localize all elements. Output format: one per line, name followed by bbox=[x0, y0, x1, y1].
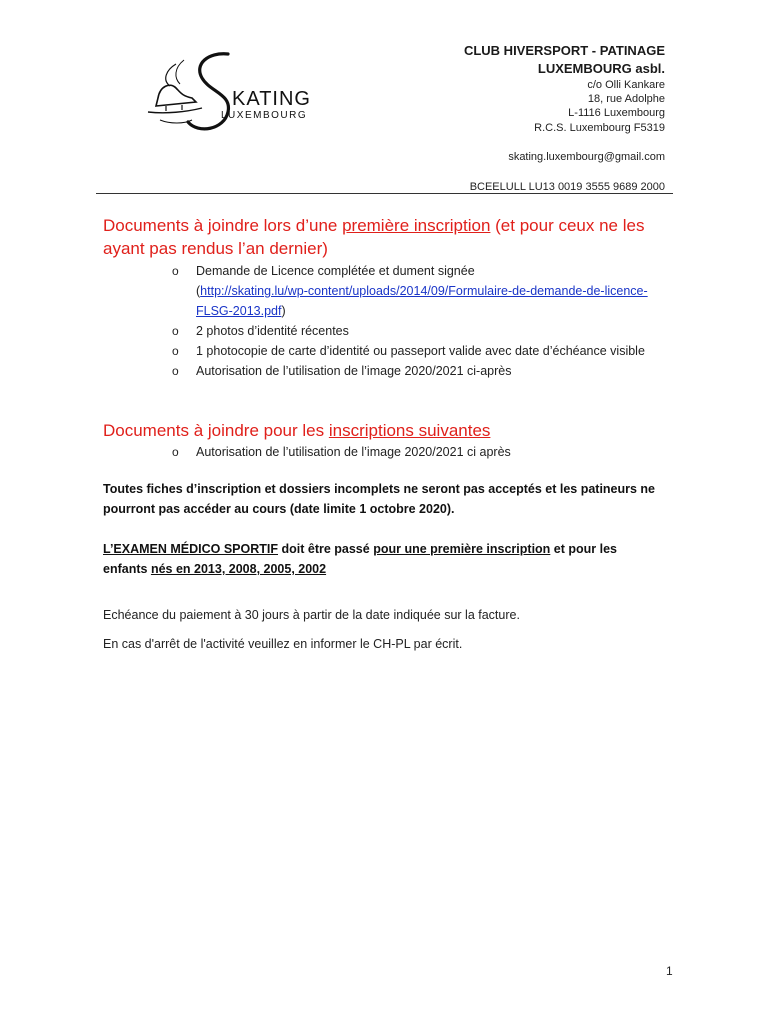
section-first-registration-heading bbox=[103, 214, 673, 260]
activity-stop-text: En cas d'arrêt de l'activité veuillez en informer le CH-PL par écrit. bbox=[103, 637, 463, 651]
header-club-location: LUXEMBOURG asbl. bbox=[537, 61, 665, 76]
list-item bbox=[172, 442, 652, 462]
page-number: 1 bbox=[666, 964, 673, 978]
heading-text: (et pour ceux ne les ayant pas rendus l’an dernier) bbox=[103, 216, 645, 258]
header-street: 18, rue Adolphe bbox=[587, 93, 665, 105]
header-divider bbox=[96, 193, 673, 194]
heading-underlined: inscriptions suivantes bbox=[328, 421, 491, 440]
heading-text: Documents à joindre lors d’une bbox=[103, 216, 343, 235]
medical-exam-notice bbox=[103, 539, 663, 579]
exam-text: et pour les enfants bbox=[103, 542, 618, 576]
paren: ( bbox=[196, 284, 201, 298]
exam-first-registration: pour une première inscription bbox=[373, 542, 551, 556]
header-club-name: CLUB HIVERSPORT - PATINAGE bbox=[463, 43, 665, 58]
license-form-link[interactable]: http://skating.lu/wp-content/uploads/2014/09/Formulaire-de-demande-de-licence-FLSG-2013.pdf bbox=[196, 284, 648, 318]
list-item-text: 2 photos d’identité récentes bbox=[196, 324, 349, 338]
list-item bbox=[172, 361, 652, 381]
list-item-text: Demande de Licence complétée et dument signée bbox=[196, 264, 475, 278]
list-item bbox=[172, 321, 652, 341]
header-email: skating.luxembourg@gmail.com bbox=[508, 151, 665, 163]
incomplete-files-notice: Toutes fiches d’inscription et dossiers incomplets ne seront pas acceptés et les patineurs ne pourront pas accéder au cours (date limite 1 octobre 2020). bbox=[103, 482, 656, 516]
following-registrations-list bbox=[172, 442, 652, 462]
list-item-text: 1 photocopie de carte d’identité ou passeport valide avec date d’échéance visible bbox=[196, 344, 645, 358]
section-following-registrations-heading bbox=[103, 419, 673, 442]
heading-underlined: première inscription bbox=[342, 216, 491, 235]
heading-text: Documents à joindre pour les bbox=[103, 421, 329, 440]
bullet: o bbox=[172, 445, 179, 459]
header-bank-account: BCEELULL LU13 0019 3555 9689 2000 bbox=[469, 181, 665, 193]
payment-deadline-text: Echéance du paiement à 30 jours à partir de la date indiquée sur la facture. bbox=[103, 608, 520, 622]
header-care-of: c/o Olli Kankare bbox=[587, 79, 665, 91]
bullet: o bbox=[172, 324, 179, 338]
exam-birth-years: nés en 2013, 2008, 2005, 2002 bbox=[150, 562, 327, 576]
bullet: o bbox=[172, 344, 179, 358]
logo-wordmark: KATING bbox=[232, 88, 311, 110]
logo-subtitle: LUXEMBOURG bbox=[221, 110, 308, 121]
exam-text: doit être passé bbox=[278, 542, 374, 556]
bullet: o bbox=[172, 264, 179, 278]
first-registration-list bbox=[172, 261, 652, 381]
list-item bbox=[172, 261, 652, 321]
list-item-text: Autorisation de l’utilisation de l’image 2020/2021 ci après bbox=[196, 445, 511, 459]
list-item bbox=[172, 341, 652, 361]
exam-title: L’EXAMEN MÉDICO SPORTIF bbox=[103, 542, 279, 556]
list-item-text: Autorisation de l’utilisation de l’image 2020/2021 ci-après bbox=[196, 364, 512, 378]
paren: ) bbox=[281, 304, 286, 318]
header-rcs: R.C.S. Luxembourg F5319 bbox=[534, 122, 665, 134]
header-zip-city: L-1116 Luxembourg bbox=[568, 107, 665, 119]
bullet: o bbox=[172, 364, 179, 378]
